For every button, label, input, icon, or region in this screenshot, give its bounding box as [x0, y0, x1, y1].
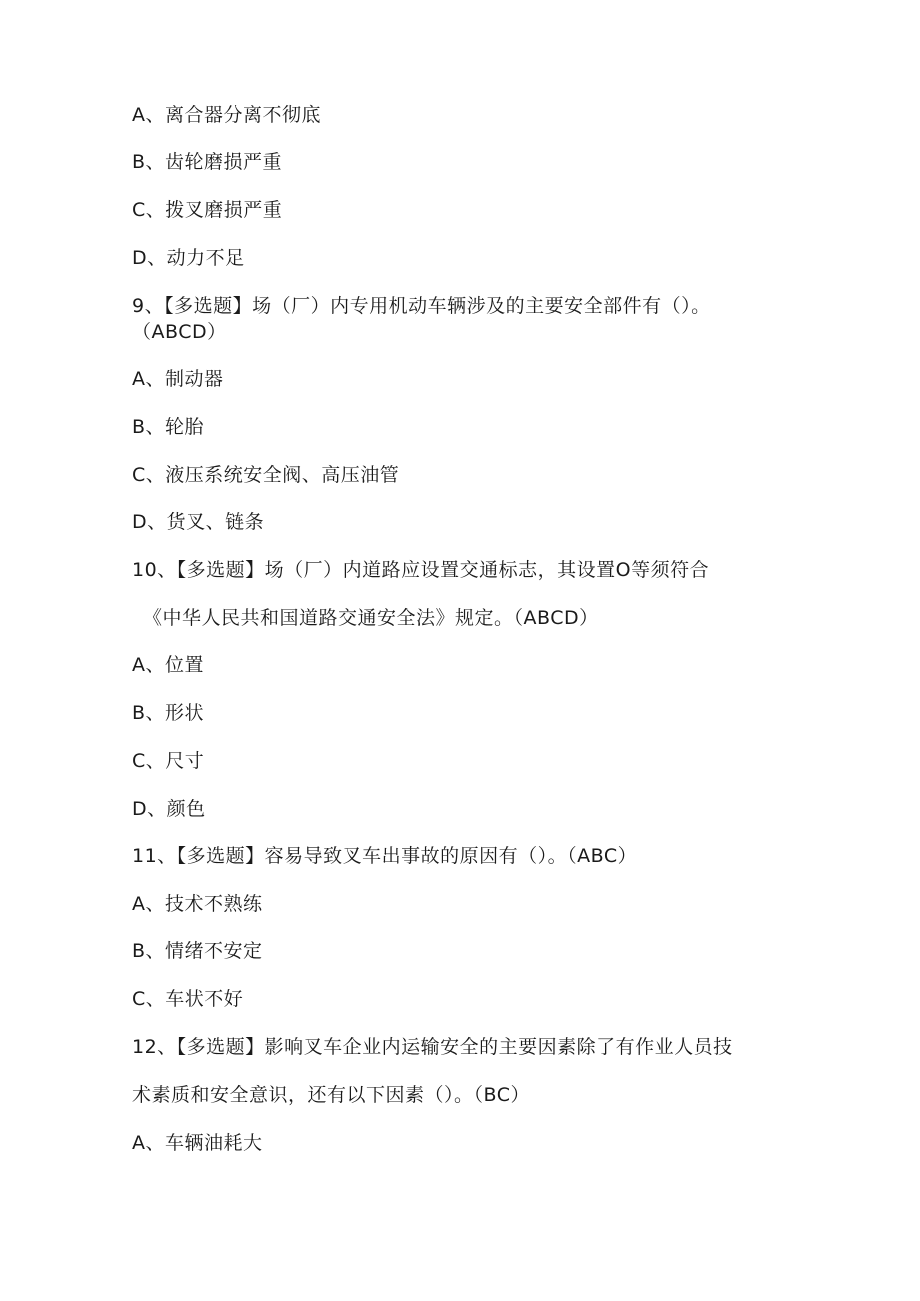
option-b-q8: B、齿轮磨损严重 — [132, 151, 283, 173]
question-12-text-cont: 术素质和安全意识，还有以下因素（）。（BC） — [132, 1084, 530, 1106]
option-d-q10: D、颜色 — [132, 798, 206, 820]
question-10-text-cont: 《中华人民共和国道路交通安全法》规定。（ABCD） — [143, 607, 599, 629]
question-9-answer: （ABCD） — [132, 321, 227, 343]
option-b-q10: B、形状 — [132, 702, 205, 724]
option-a-q10: A、位置 — [132, 654, 204, 676]
option-a-q9: A、制动器 — [132, 368, 224, 390]
question-10-text: 10、【多选题】场（厂）内道路应设置交通标志，其设置O等须符合 — [132, 559, 710, 581]
option-a-q8: A、离合器分离不彻底 — [132, 104, 321, 126]
question-9-text: 9、【多选题】场（厂）内专用机动车辆涉及的主要安全部件有（）。 — [132, 295, 711, 317]
option-d-q9: D、货叉、链条 — [132, 511, 265, 533]
option-b-q11: B、情绪不安定 — [132, 940, 263, 962]
option-c-q11: C、车状不好 — [132, 988, 244, 1010]
question-11-text: 11、【多选题】容易导致叉车出事故的原因有（）。（ABC） — [132, 845, 638, 867]
question-12-text: 12、【多选题】影响叉车企业内运输安全的主要因素除了有作业人员技 — [132, 1036, 733, 1058]
option-c-q8: C、拨叉磨损严重 — [132, 199, 283, 221]
option-a-q11: A、技术不熟练 — [132, 893, 263, 915]
option-d-q8: D、动力不足 — [132, 247, 245, 269]
option-a-q12: A、车辆油耗大 — [132, 1132, 263, 1154]
option-c-q10: C、尺寸 — [132, 750, 205, 772]
option-c-q9: C、液压系统安全阀、高压油管 — [132, 464, 400, 486]
option-b-q9: B、轮胎 — [132, 416, 205, 438]
